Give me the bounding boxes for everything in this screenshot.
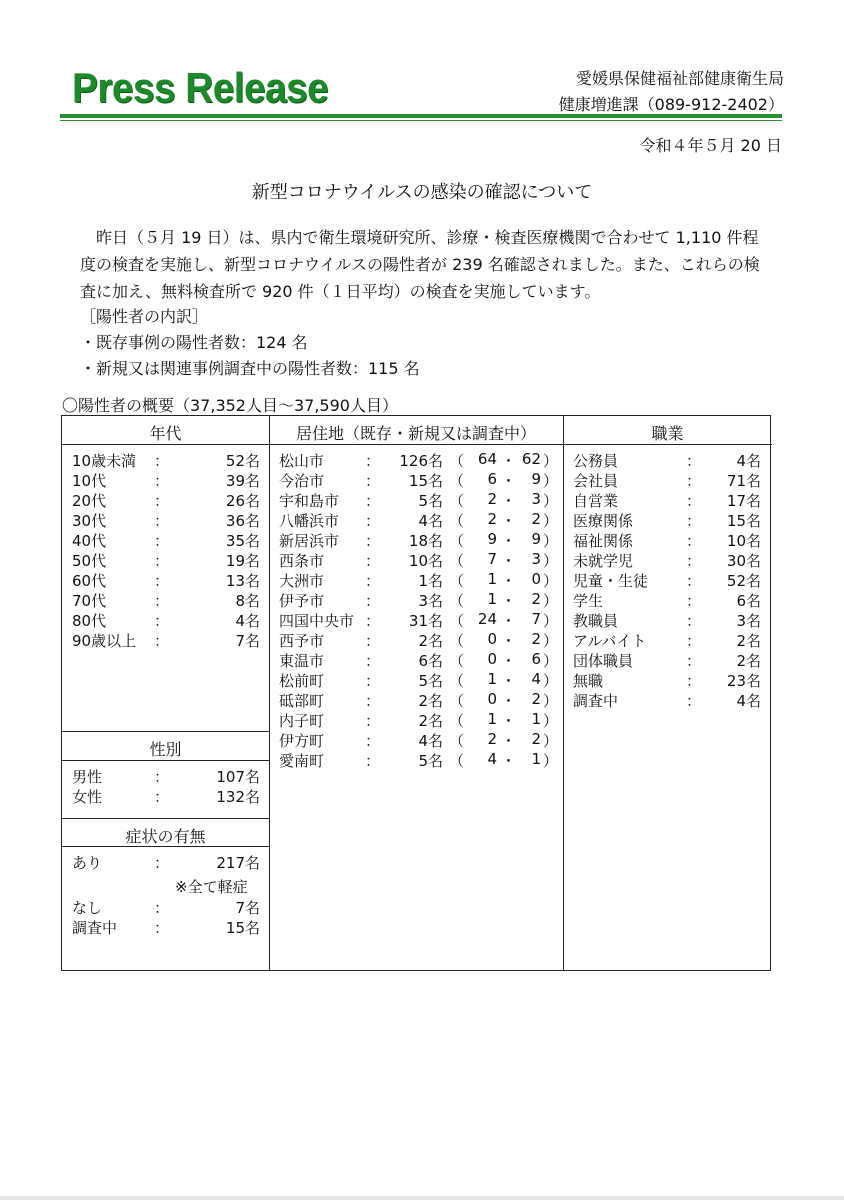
bottom-bar — [0, 1196, 844, 1200]
sex-label: 女性 — [72, 788, 103, 806]
paren-open: （ — [449, 652, 465, 670]
occupation-row — [563, 470, 772, 490]
occupation-row — [563, 610, 772, 630]
dot: ・ — [501, 532, 517, 550]
colon: ： — [686, 532, 702, 550]
body-line-1: 昨日（５月 19 日）は、県内で衛生環境研究所、診療・検査医療機関で合わせて 1,110 件程 — [96, 228, 759, 247]
age-count: 35名 — [225, 532, 260, 550]
breakdown-heading: ［陽性者の内訳］ — [80, 307, 209, 326]
occupation-row — [563, 570, 772, 590]
paren-open: （ — [449, 492, 465, 510]
colon: ： — [154, 452, 170, 470]
colon: ： — [365, 452, 381, 470]
residence-total: 5名 — [418, 672, 443, 690]
colon: ： — [686, 572, 702, 590]
residence-existing: 1 — [487, 570, 497, 588]
colon: ： — [154, 492, 170, 510]
residence-row — [269, 670, 563, 690]
residence-total: 10名 — [408, 552, 443, 570]
dot: ・ — [501, 512, 517, 530]
residence-total: 4名 — [418, 512, 443, 530]
colon: ： — [154, 632, 170, 650]
age-label: 60代 — [72, 572, 107, 590]
age-count: 7名 — [235, 632, 260, 650]
residence-row — [269, 690, 563, 710]
colon: ： — [686, 452, 702, 470]
residence-total: 2名 — [418, 712, 443, 730]
residence-existing: 6 — [487, 470, 497, 488]
colon: ： — [154, 788, 170, 806]
residence-row — [269, 490, 563, 510]
dot: ・ — [501, 652, 517, 670]
colon: ： — [686, 472, 702, 490]
residence-existing: 1 — [487, 710, 497, 728]
section-phone: 健康増進課（089-912-2402） — [558, 95, 784, 114]
paren-close: ） — [543, 572, 559, 590]
summary-heading: 〇陽性者の概要（37,352人目～37,590人目） — [62, 396, 398, 415]
paren-close: ） — [543, 552, 559, 570]
occupation-row — [563, 690, 772, 710]
colon: ： — [154, 592, 170, 610]
symptom-count: 7名 — [235, 899, 260, 917]
residence-new: 62 — [521, 450, 541, 468]
occupation-count: 2名 — [736, 652, 761, 670]
sex-count: 132名 — [216, 788, 260, 806]
occupation-label: 無職 — [573, 672, 604, 690]
residence-existing: 0 — [487, 630, 497, 648]
occupation-count: 4名 — [736, 692, 761, 710]
age-count: 13名 — [225, 572, 260, 590]
occupation-label: 公務員 — [573, 452, 619, 470]
occupation-label: 自営業 — [573, 492, 619, 510]
colon: ： — [365, 592, 381, 610]
residence-label: 大洲市 — [279, 572, 325, 590]
residence-total: 3名 — [418, 592, 443, 610]
colon: ： — [154, 899, 170, 917]
residence-row — [269, 750, 563, 770]
paren-open: （ — [449, 452, 465, 470]
dot: ・ — [501, 692, 517, 710]
residence-existing: 0 — [487, 690, 497, 708]
residence-total: 15名 — [408, 472, 443, 490]
age-count: 4名 — [235, 612, 260, 630]
residence-existing: 2 — [487, 490, 497, 508]
colon: ： — [686, 552, 702, 570]
colon: ： — [154, 919, 170, 937]
residence-existing: 9 — [487, 530, 497, 548]
paren-open: （ — [449, 632, 465, 650]
colon: ： — [154, 532, 170, 550]
residence-total: 6名 — [418, 652, 443, 670]
dot: ・ — [501, 712, 517, 730]
colon: ： — [686, 672, 702, 690]
residence-total: 18名 — [408, 532, 443, 550]
paren-close: ） — [543, 612, 559, 630]
sex-row — [62, 786, 770, 806]
residence-header: 居住地（既存・新規又は調査中） — [295, 424, 536, 443]
occupation-row — [563, 590, 772, 610]
colon: ： — [365, 472, 381, 490]
bullet-existing: ・既存事例の陽性者数：124 名 — [80, 333, 308, 352]
colon: ： — [154, 768, 170, 786]
colon: ： — [686, 692, 702, 710]
occupation-label: 会社員 — [573, 472, 619, 490]
residence-label: 四国中央市 — [279, 612, 355, 630]
residence-total: 31名 — [408, 612, 443, 630]
symptom-row — [62, 852, 770, 872]
age-count: 19名 — [225, 552, 260, 570]
colon: ： — [686, 492, 702, 510]
colon: ： — [365, 692, 381, 710]
dot: ・ — [501, 732, 517, 750]
age-label: 80代 — [72, 612, 107, 630]
occupation-label: 学生 — [573, 592, 604, 610]
occupation-row — [563, 490, 772, 510]
occupation-row — [563, 630, 772, 650]
colon: ： — [365, 732, 381, 750]
paren-close: ） — [543, 592, 559, 610]
colon: ： — [154, 612, 170, 630]
colon: ： — [154, 472, 170, 490]
section-divider — [62, 818, 269, 819]
colon: ： — [154, 854, 170, 872]
occupation-count: 2名 — [736, 632, 761, 650]
residence-new: 3 — [531, 550, 541, 568]
residence-new: 3 — [531, 490, 541, 508]
age-label: 10歳未満 — [72, 452, 137, 470]
occupation-row — [563, 670, 772, 690]
residence-row — [269, 510, 563, 530]
residence-total: 1名 — [418, 572, 443, 590]
symptom-label: あり — [72, 854, 103, 872]
age-label: 30代 — [72, 512, 107, 530]
section-divider — [62, 760, 269, 761]
residence-row — [269, 710, 563, 730]
colon: ： — [154, 552, 170, 570]
occupation-label: 福祉関係 — [573, 532, 634, 550]
residence-new: 2 — [531, 590, 541, 608]
paren-close: ） — [543, 472, 559, 490]
occupation-row — [563, 510, 772, 530]
occupation-label: 未就学児 — [573, 552, 634, 570]
age-label: 40代 — [72, 532, 107, 550]
residence-row — [269, 450, 563, 470]
colon: ： — [365, 632, 381, 650]
occupation-count: 17名 — [726, 492, 761, 510]
colon: ： — [365, 512, 381, 530]
residence-row — [269, 630, 563, 650]
colon: ： — [365, 712, 381, 730]
symptom-count: 15名 — [225, 919, 260, 937]
residence-label: 東温市 — [279, 652, 325, 670]
residence-new: 2 — [531, 630, 541, 648]
paren-close: ） — [543, 652, 559, 670]
residence-label: 伊方町 — [279, 732, 325, 750]
residence-label: 砥部町 — [279, 692, 325, 710]
dot: ・ — [501, 752, 517, 770]
occupation-row — [563, 650, 772, 670]
header-divider — [62, 444, 772, 445]
residence-label: 内子町 — [279, 712, 325, 730]
paren-open: （ — [449, 572, 465, 590]
residence-new: 2 — [531, 510, 541, 528]
colon: ： — [154, 572, 170, 590]
residence-label: 西予市 — [279, 632, 325, 650]
residence-new: 6 — [531, 650, 541, 668]
occupation-count: 3名 — [736, 612, 761, 630]
residence-row — [269, 570, 563, 590]
paren-close: ） — [543, 632, 559, 650]
paren-open: （ — [449, 512, 465, 530]
sex-count: 107名 — [216, 768, 260, 786]
occupation-label: 医療関係 — [573, 512, 634, 530]
occupation-label: 団体職員 — [573, 652, 634, 670]
paren-close: ） — [543, 512, 559, 530]
occupation-count: 10名 — [726, 532, 761, 550]
age-label: 10代 — [72, 472, 107, 490]
symptom-label: なし — [72, 899, 103, 917]
positive-cases-table — [61, 415, 771, 971]
residence-existing: 0 — [487, 650, 497, 668]
dot: ・ — [501, 472, 517, 490]
residence-new: 7 — [531, 610, 541, 628]
colon: ： — [365, 652, 381, 670]
sex-header: 性別 — [149, 740, 182, 759]
dot: ・ — [501, 572, 517, 590]
age-label: 90歳以上 — [72, 632, 137, 650]
colon: ： — [365, 672, 381, 690]
age-count: 39名 — [225, 472, 260, 490]
dot: ・ — [501, 672, 517, 690]
residence-new: 2 — [531, 690, 541, 708]
section-divider — [62, 731, 269, 732]
residence-row — [269, 730, 563, 750]
paren-open: （ — [449, 672, 465, 690]
residence-total: 5名 — [418, 492, 443, 510]
age-label: 50代 — [72, 552, 107, 570]
colon: ： — [686, 652, 702, 670]
residence-total: 4名 — [418, 732, 443, 750]
paren-close: ） — [543, 692, 559, 710]
colon: ： — [686, 632, 702, 650]
dot: ・ — [501, 552, 517, 570]
age-count: 52名 — [225, 452, 260, 470]
paren-open: （ — [449, 532, 465, 550]
paren-open: （ — [449, 612, 465, 630]
colon: ： — [365, 492, 381, 510]
symptom-count: 217名 — [216, 854, 260, 872]
dot: ・ — [501, 592, 517, 610]
residence-existing: 24 — [477, 610, 497, 628]
paren-close: ） — [543, 752, 559, 770]
paren-open: （ — [449, 752, 465, 770]
occupation-count: 71名 — [726, 472, 761, 490]
paren-close: ） — [543, 732, 559, 750]
bullet-new: ・新規又は関連事例調査中の陽性者数：115 名 — [80, 359, 420, 378]
residence-new: 9 — [531, 530, 541, 548]
occupation-label: アルバイト — [573, 632, 647, 650]
paren-open: （ — [449, 552, 465, 570]
paren-open: （ — [449, 732, 465, 750]
residence-existing: 2 — [487, 510, 497, 528]
age-header: 年代 — [149, 424, 182, 443]
symptom-note: ※全て軽症 — [175, 878, 248, 896]
occupation-label: 児童・生徒 — [573, 572, 649, 590]
residence-total: 5名 — [418, 752, 443, 770]
press-release-logo: Press Release — [72, 64, 329, 111]
paren-close: ） — [543, 672, 559, 690]
colon: ： — [154, 512, 170, 530]
age-count: 26名 — [225, 492, 260, 510]
department-name: 愛媛県保健福祉部健康衛生局 — [575, 69, 784, 88]
residence-new: 0 — [531, 570, 541, 588]
occupation-count: 15名 — [726, 512, 761, 530]
colon: ： — [686, 592, 702, 610]
residence-label: 新居浜市 — [279, 532, 340, 550]
body-line-2: 度の検査を実施し、新型コロナウイルスの陽性者が 239 名確認されました。また、これらの検 — [80, 255, 760, 274]
colon: ： — [365, 612, 381, 630]
paren-close: ） — [543, 532, 559, 550]
occupation-label: 調査中 — [573, 692, 619, 710]
occupation-count: 6名 — [736, 592, 761, 610]
symptom-row — [62, 917, 770, 937]
occupation-row — [563, 550, 772, 570]
residence-label: 今治市 — [279, 472, 325, 490]
occupation-header: 職業 — [651, 424, 684, 443]
residence-label: 伊予市 — [279, 592, 325, 610]
paren-close: ） — [543, 712, 559, 730]
residence-total: 126名 — [399, 452, 443, 470]
paren-close: ） — [543, 452, 559, 470]
residence-row — [269, 590, 563, 610]
residence-label: 愛南町 — [279, 752, 325, 770]
body-line-3: 査に加え、無料検査所で 920 件（１日平均）の検査を実施しています。 — [80, 282, 601, 301]
residence-new: 1 — [531, 750, 541, 768]
occupation-row — [563, 450, 772, 470]
occupation-count: 30名 — [726, 552, 761, 570]
residence-new: 9 — [531, 470, 541, 488]
residence-label: 西条市 — [279, 552, 325, 570]
occupation-count: 23名 — [726, 672, 761, 690]
colon: ： — [365, 572, 381, 590]
residence-row — [269, 470, 563, 490]
colon: ： — [365, 552, 381, 570]
residence-new: 2 — [531, 730, 541, 748]
residence-row — [269, 610, 563, 630]
residence-total: 2名 — [418, 692, 443, 710]
residence-existing: 1 — [487, 590, 497, 608]
dot: ・ — [501, 632, 517, 650]
residence-existing: 64 — [477, 450, 497, 468]
header-rule-thin — [60, 120, 782, 121]
residence-label: 松山市 — [279, 452, 325, 470]
residence-row — [269, 650, 563, 670]
residence-label: 松前町 — [279, 672, 325, 690]
residence-existing: 7 — [487, 550, 497, 568]
dot: ・ — [501, 612, 517, 630]
dot: ・ — [501, 492, 517, 510]
residence-existing: 2 — [487, 730, 497, 748]
residence-new: 1 — [531, 710, 541, 728]
document-title: 新型コロナウイルスの感染の確認について — [251, 182, 593, 203]
paren-open: （ — [449, 712, 465, 730]
release-date: 令和４年５月 20 日 — [639, 136, 782, 155]
residence-existing: 4 — [487, 750, 497, 768]
paren-open: （ — [449, 472, 465, 490]
paren-open: （ — [449, 692, 465, 710]
occupation-row — [563, 530, 772, 550]
residence-new: 4 — [531, 670, 541, 688]
header-rule — [60, 114, 782, 118]
dot: ・ — [501, 452, 517, 470]
residence-existing: 1 — [487, 670, 497, 688]
age-count: 8名 — [235, 592, 260, 610]
residence-row — [269, 530, 563, 550]
colon: ： — [365, 532, 381, 550]
symptom-label: 調査中 — [72, 919, 118, 937]
age-label: 20代 — [72, 492, 107, 510]
occupation-count: 52名 — [726, 572, 761, 590]
colon: ： — [365, 752, 381, 770]
colon: ： — [686, 612, 702, 630]
symptom-row — [62, 897, 770, 917]
paren-close: ） — [543, 492, 559, 510]
residence-label: 八幡浜市 — [279, 512, 340, 530]
colon: ： — [686, 512, 702, 530]
residence-label: 宇和島市 — [279, 492, 340, 510]
sex-label: 男性 — [72, 768, 103, 786]
occupation-count: 4名 — [736, 452, 761, 470]
symptoms-header: 症状の有無 — [125, 827, 206, 846]
residence-row — [269, 550, 563, 570]
paren-open: （ — [449, 592, 465, 610]
age-count: 36名 — [225, 512, 260, 530]
residence-total: 2名 — [418, 632, 443, 650]
age-label: 70代 — [72, 592, 107, 610]
occupation-label: 教職員 — [573, 612, 619, 630]
